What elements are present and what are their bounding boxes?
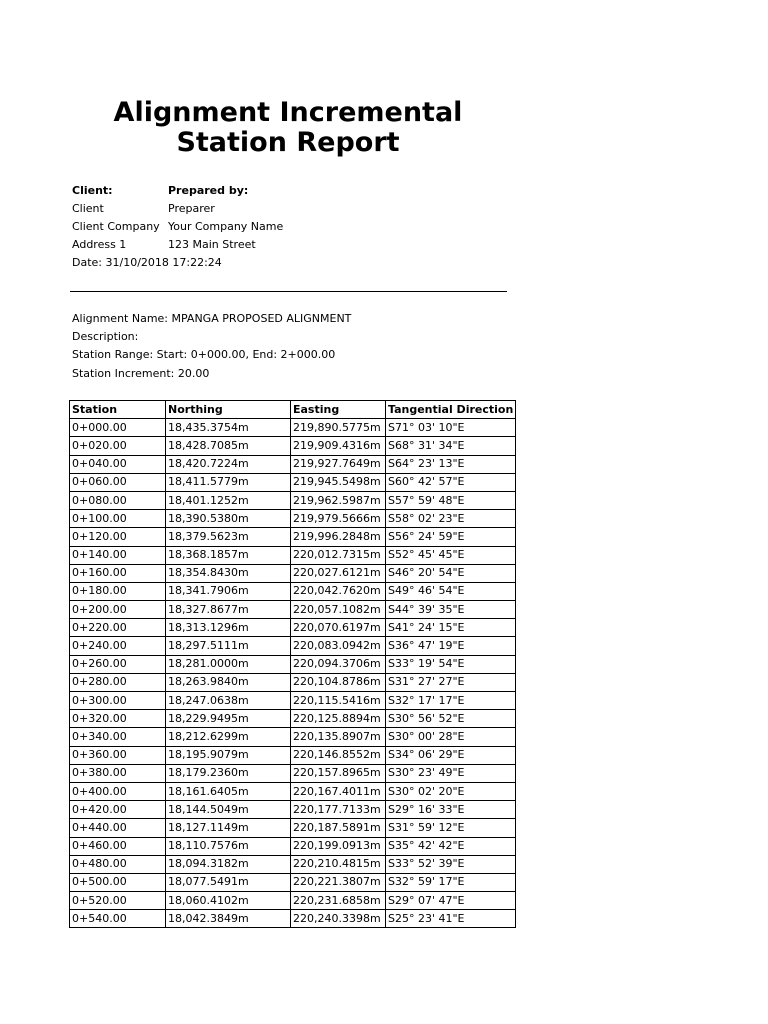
station-cell: 0+160.00	[70, 564, 166, 582]
table-row	[70, 510, 516, 528]
northing-cell: 18,420.7224m	[166, 455, 291, 473]
table-row	[70, 710, 516, 728]
easting-cell: 220,027.6121m	[291, 564, 386, 582]
easting-cell: 220,094.3706m	[291, 655, 386, 673]
alignment-meta	[72, 310, 351, 383]
client-info-block	[72, 182, 283, 254]
station-increment: Station Increment: 20.00	[72, 366, 210, 380]
direction-cell: S44° 39' 35"E	[386, 601, 516, 619]
direction-cell: S58° 02' 23"E	[386, 510, 516, 528]
northing-cell: 18,411.5779m	[166, 473, 291, 491]
table-row	[70, 582, 516, 600]
station-cell: 0+180.00	[70, 582, 166, 600]
table-row	[70, 419, 516, 437]
northing-cell: 18,179.2360m	[166, 764, 291, 782]
preparer-address: 123 Main Street	[168, 238, 256, 251]
northing-cell: 18,354.8430m	[166, 564, 291, 582]
northing-cell: 18,368.1857m	[166, 546, 291, 564]
table-row	[70, 855, 516, 873]
table-row	[70, 546, 516, 564]
direction-cell: S36° 47' 19"E	[386, 637, 516, 655]
table-header-row	[70, 401, 516, 419]
northing-cell: 18,390.5380m	[166, 510, 291, 528]
station-cell: 0+360.00	[70, 746, 166, 764]
northing-cell: 18,144.5049m	[166, 801, 291, 819]
station-cell: 0+500.00	[70, 873, 166, 891]
table-row	[70, 873, 516, 891]
northing-cell: 18,327.8677m	[166, 601, 291, 619]
easting-cell: 219,945.5498m	[291, 473, 386, 491]
alignment-name: Alignment Name: MPANGA PROPOSED ALIGNMENT	[72, 312, 352, 325]
divider	[70, 291, 507, 292]
northing-cell: 18,077.5491m	[166, 873, 291, 891]
easting-cell: 220,167.4011m	[291, 782, 386, 800]
northing-cell: 18,428.7085m	[166, 437, 291, 455]
northing-cell: 18,195.9079m	[166, 746, 291, 764]
direction-cell: S29° 16' 33"E	[386, 801, 516, 819]
northing-cell: 18,161.6405m	[166, 782, 291, 800]
station-cell: 0+340.00	[70, 728, 166, 746]
table-row	[70, 728, 516, 746]
station-cell: 0+380.00	[70, 764, 166, 782]
alignment-description: Description:	[72, 330, 139, 344]
station-cell: 0+540.00	[70, 910, 166, 928]
easting-cell: 220,240.3398m	[291, 910, 386, 928]
easting-cell: 220,057.1082m	[291, 601, 386, 619]
station-cell: 0+040.00	[70, 455, 166, 473]
station-cell: 0+420.00	[70, 801, 166, 819]
column-header-northing: Northing	[166, 401, 291, 419]
easting-cell: 220,104.8786m	[291, 673, 386, 691]
table-body	[70, 419, 516, 928]
easting-cell: 219,927.7649m	[291, 455, 386, 473]
northing-cell: 18,060.4102m	[166, 892, 291, 910]
easting-cell: 219,979.5666m	[291, 510, 386, 528]
station-cell: 0+140.00	[70, 546, 166, 564]
table-row	[70, 619, 516, 637]
station-cell: 0+000.00	[70, 419, 166, 437]
station-cell: 0+200.00	[70, 601, 166, 619]
easting-cell: 219,909.4316m	[291, 437, 386, 455]
northing-cell: 18,401.1252m	[166, 491, 291, 509]
easting-cell: 220,177.7133m	[291, 801, 386, 819]
table-row	[70, 692, 516, 710]
station-cell: 0+440.00	[70, 819, 166, 837]
station-cell: 0+520.00	[70, 892, 166, 910]
station-cell: 0+240.00	[70, 637, 166, 655]
station-cell: 0+320.00	[70, 710, 166, 728]
preparer-name: Preparer	[168, 202, 215, 215]
northing-cell: 18,297.5111m	[166, 637, 291, 655]
northing-cell: 18,110.7576m	[166, 837, 291, 855]
easting-cell: 220,187.5891m	[291, 819, 386, 837]
station-cell: 0+400.00	[70, 782, 166, 800]
direction-cell: S30° 00' 28"E	[386, 728, 516, 746]
table-row	[70, 746, 516, 764]
easting-cell: 220,083.0942m	[291, 637, 386, 655]
easting-cell: 220,199.0913m	[291, 837, 386, 855]
northing-cell: 18,435.3754m	[166, 419, 291, 437]
direction-cell: S41° 24' 15"E	[386, 619, 516, 637]
easting-cell: 219,890.5775m	[291, 419, 386, 437]
column-header-station: Station	[70, 401, 166, 419]
easting-cell: 219,962.5987m	[291, 491, 386, 509]
direction-cell: S60° 42' 57"E	[386, 473, 516, 491]
direction-cell: S46° 20' 54"E	[386, 564, 516, 582]
table-row	[70, 837, 516, 855]
easting-cell: 220,042.7620m	[291, 582, 386, 600]
direction-cell: S56° 24' 59"E	[386, 528, 516, 546]
direction-cell: S30° 02' 20"E	[386, 782, 516, 800]
direction-cell: S52° 45' 45"E	[386, 546, 516, 564]
direction-cell: S49° 46' 54"E	[386, 582, 516, 600]
table-row	[70, 910, 516, 928]
table-row	[70, 473, 516, 491]
table-row	[70, 601, 516, 619]
report-title: Alignment Incremental Station Report	[113, 97, 463, 158]
table-row	[70, 892, 516, 910]
direction-cell: S33° 19' 54"E	[386, 655, 516, 673]
station-cell: 0+060.00	[70, 473, 166, 491]
column-header-tangential-direction: Tangential Direction	[386, 401, 516, 419]
table-row	[70, 673, 516, 691]
northing-cell: 18,379.5623m	[166, 528, 291, 546]
easting-cell: 220,146.8552m	[291, 746, 386, 764]
easting-cell: 219,996.2848m	[291, 528, 386, 546]
northing-cell: 18,341.7906m	[166, 582, 291, 600]
client-company: Client Company	[72, 220, 160, 233]
northing-cell: 18,263.9840m	[166, 673, 291, 691]
table-row	[70, 819, 516, 837]
northing-cell: 18,247.0638m	[166, 692, 291, 710]
direction-cell: S68° 31' 34"E	[386, 437, 516, 455]
table-row	[70, 437, 516, 455]
table-row	[70, 764, 516, 782]
direction-cell: S25° 23' 41"E	[386, 910, 516, 928]
easting-cell: 220,012.7315m	[291, 546, 386, 564]
easting-cell: 220,221.3807m	[291, 873, 386, 891]
station-cell: 0+300.00	[70, 692, 166, 710]
easting-cell: 220,210.4815m	[291, 855, 386, 873]
station-cell: 0+220.00	[70, 619, 166, 637]
direction-cell: S35° 42' 42"E	[386, 837, 516, 855]
northing-cell: 18,229.9495m	[166, 710, 291, 728]
table-row	[70, 801, 516, 819]
direction-cell: S71° 03' 10"E	[386, 419, 516, 437]
prepared-by-heading: Prepared by:	[168, 184, 249, 197]
northing-cell: 18,313.1296m	[166, 619, 291, 637]
direction-cell: S31° 27' 27"E	[386, 673, 516, 691]
direction-cell: S33° 52' 39"E	[386, 855, 516, 873]
station-range: Station Range: Start: 0+000.00, End: 2+000.00	[72, 348, 336, 362]
direction-cell: S30° 23' 49"E	[386, 764, 516, 782]
station-cell: 0+280.00	[70, 673, 166, 691]
northing-cell: 18,042.3849m	[166, 910, 291, 928]
station-cell: 0+260.00	[70, 655, 166, 673]
northing-cell: 18,281.0000m	[166, 655, 291, 673]
direction-cell: S30° 56' 52"E	[386, 710, 516, 728]
table-row	[70, 564, 516, 582]
station-cell: 0+480.00	[70, 855, 166, 873]
northing-cell: 18,127.1149m	[166, 819, 291, 837]
direction-cell: S64° 23' 13"E	[386, 455, 516, 473]
station-cell: 0+100.00	[70, 510, 166, 528]
client-name: Client	[72, 202, 104, 215]
preparer-company: Your Company Name	[168, 220, 284, 233]
northing-cell: 18,094.3182m	[166, 855, 291, 873]
client-address: Address 1	[72, 238, 127, 251]
easting-cell: 220,070.6197m	[291, 619, 386, 637]
station-cell: 0+120.00	[70, 528, 166, 546]
table-row	[70, 655, 516, 673]
easting-cell: 220,135.8907m	[291, 728, 386, 746]
table-row	[70, 528, 516, 546]
direction-cell: S57° 59' 48"E	[386, 491, 516, 509]
northing-cell: 18,212.6299m	[166, 728, 291, 746]
client-heading: Client:	[72, 184, 113, 197]
station-cell: 0+460.00	[70, 837, 166, 855]
direction-cell: S31° 59' 12"E	[386, 819, 516, 837]
station-table	[69, 400, 516, 928]
easting-cell: 220,231.6858m	[291, 892, 386, 910]
direction-cell: S32° 59' 17"E	[386, 873, 516, 891]
station-cell: 0+080.00	[70, 491, 166, 509]
easting-cell: 220,157.8965m	[291, 764, 386, 782]
easting-cell: 220,115.5416m	[291, 692, 386, 710]
station-cell: 0+020.00	[70, 437, 166, 455]
table-row	[70, 782, 516, 800]
table-row	[70, 491, 516, 509]
column-header-easting: Easting	[291, 401, 386, 419]
table-row	[70, 455, 516, 473]
direction-cell: S29° 07' 47"E	[386, 892, 516, 910]
report-date: Date: 31/10/2018 17:22:24	[72, 256, 222, 269]
table-row	[70, 637, 516, 655]
direction-cell: S34° 06' 29"E	[386, 746, 516, 764]
easting-cell: 220,125.8894m	[291, 710, 386, 728]
direction-cell: S32° 17' 17"E	[386, 692, 516, 710]
